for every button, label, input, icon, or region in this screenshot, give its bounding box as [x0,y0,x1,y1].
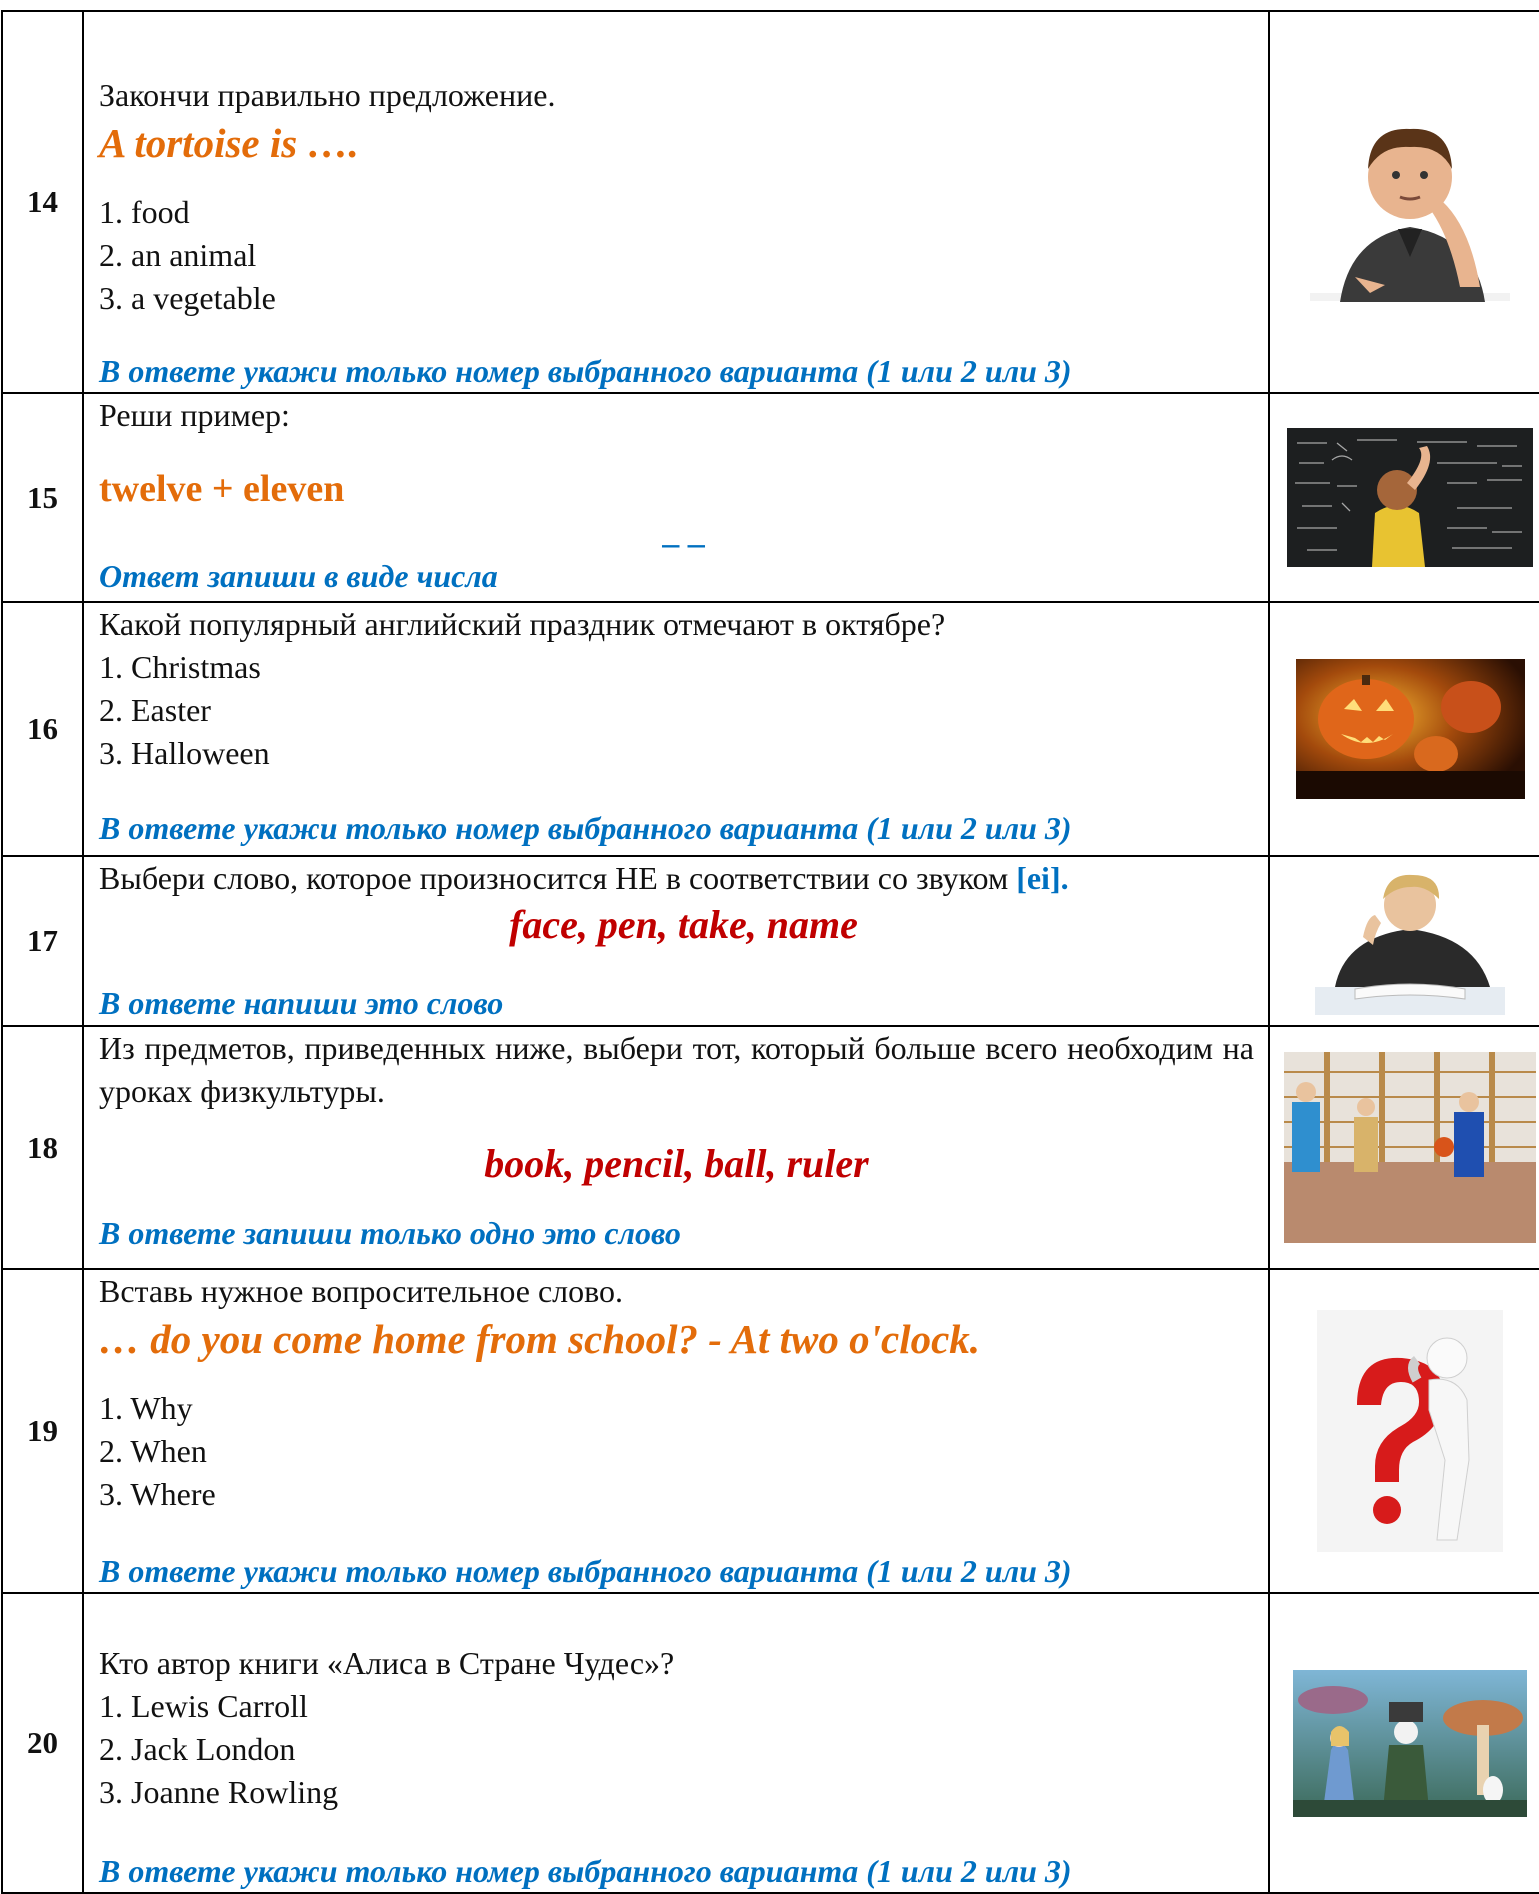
question-content [83,393,1269,602]
option-1: 1. Lewis Carroll [99,1688,308,1724]
answer-note: В ответе укажи только номер выбранного варианта (1 или 2 или 3) [99,1553,1072,1589]
question-row-18 [2,1026,1539,1269]
question-instruction: Закончи правильно предложение. [99,77,556,113]
answer-note: В ответе укажи только номер выбранного варианта (1 или 2 или 3) [99,810,1072,846]
question-content [83,11,1269,393]
option-2: 2. When [99,1433,207,1469]
sound-symbol: [ei]. [1016,860,1069,896]
question-content [83,1269,1269,1593]
picture-cell [1269,1593,1539,1893]
option-3: 3. a vegetable [99,280,276,316]
picture-cell [1269,602,1539,856]
question-mark-figure-illustration [1317,1310,1503,1552]
boy-thinking-illustration [1310,97,1510,307]
boy-writing-illustration [1315,867,1505,1015]
question-instruction: Вставь нужное вопросительное слово. [99,1273,624,1309]
answer-note: В ответе укажи только номер выбранного варианта (1 или 2 или 3) [99,1853,1072,1889]
option-2: 2. Easter [99,692,211,728]
option-2: 2. an animal [99,237,257,273]
option-1: 1. Why [99,1390,193,1426]
question-number: 14 [2,11,83,393]
boy-at-chalkboard-illustration [1287,428,1533,567]
question-row-17 [2,856,1539,1026]
question-row-15 [2,393,1539,602]
question-instruction: Из предметов, приведенных ниже, выбери тот, который больше всего необходим на уроках физкультуры. [99,1030,1254,1109]
quiz-table [1,10,1539,1894]
option-3: 3. Joanne Rowling [99,1774,339,1810]
kids-basketball-illustration [1284,1052,1536,1243]
instruction-text: Выбери слово, которое произносится НЕ в соответствии со звуком [99,860,1009,896]
question-content [83,1026,1269,1269]
question-number: 16 [2,602,83,856]
question-number: 20 [2,1593,83,1893]
question-expression: twelve + eleven [99,468,345,510]
question-instruction: Какой популярный английский праздник отмечают в октябре? [99,606,946,642]
picture-cell [1269,11,1539,393]
option-1: 1. Christmas [99,649,261,685]
picture-cell [1269,856,1539,1026]
answer-note: В ответе запиши только одно это слово [99,1215,681,1251]
picture-cell [1269,1026,1539,1269]
question-row-14 [2,11,1539,393]
question-instruction [99,857,1268,900]
word-list: book, pencil, ball, ruler [484,1141,869,1186]
question-content [83,1593,1269,1893]
question-prompt: A tortoise is …. [99,120,359,166]
question-instruction: Кто автор книги «Алиса в Стране Чудес»? [99,1645,675,1681]
alice-in-wonderland-illustration [1293,1670,1527,1817]
question-row-19 [2,1269,1539,1593]
question-number: 18 [2,1026,83,1269]
answer-note: В ответе напиши это слово [99,985,504,1021]
question-number: 19 [2,1269,83,1593]
question-content [83,602,1269,856]
halloween-pumpkins-illustration [1296,659,1525,799]
question-number: 17 [2,856,83,1026]
answer-note: В ответе укажи только номер выбранного варианта (1 или 2 или 3) [99,353,1072,389]
question-prompt: … do you come home from school? - At two o'clock. [99,1316,981,1362]
answer-blank: _ _ [662,514,705,551]
option-2: 2. Jack London [99,1731,296,1767]
question-row-20 [2,1593,1539,1893]
picture-cell [1269,1269,1539,1593]
option-3: 3. Where [99,1476,216,1512]
option-3: 3. Halloween [99,735,270,771]
question-number: 15 [2,393,83,602]
question-content [83,856,1269,1026]
option-1: 1. food [99,194,190,230]
question-row-16 [2,602,1539,856]
answer-note: Ответ запиши в виде числа [99,558,498,594]
picture-cell [1269,393,1539,602]
question-instruction: Реши пример: [99,397,290,433]
word-list: face, pen, take, name [509,902,858,947]
